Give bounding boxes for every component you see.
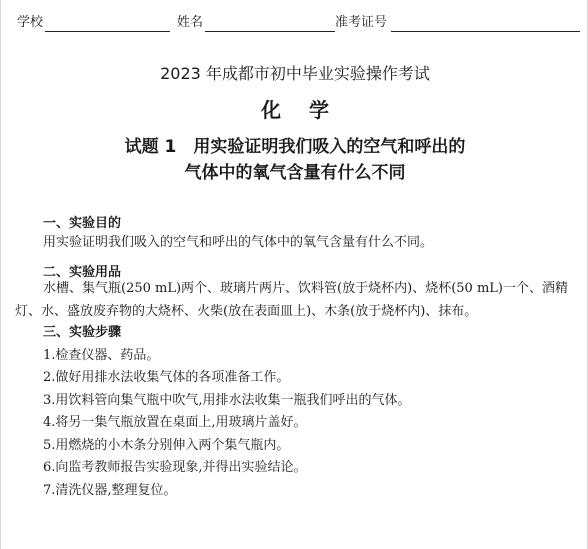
purpose-text: 用实验证明我们吸入的空气和呼出的气体中的氧气含量有什么不同。 [43,235,434,250]
name-blank-line [205,31,335,32]
step-item: 5.用燃烧的小木条分别伸入两个集气瓶内。 [43,438,290,453]
step-item: 2.做好用排水法收集气体的各项准备工作。 [43,370,290,385]
section-heading-steps: 三、实验步骤 [43,325,122,340]
subject-title: 化学 [261,98,357,122]
step-item: 4.将另一集气瓶放置在桌面上,用玻璃片盖好。 [43,415,307,430]
exam-id-blank-line [391,31,580,32]
section-heading-purpose: 一、实验目的 [43,216,122,231]
student-info-fields [17,14,579,34]
school-blank-line [45,31,170,32]
exam-id-label: 准考证号 [335,15,388,30]
question-title-line-1: 试题 1 用实验证明我们吸入的空气和呼出的 [124,137,466,157]
school-label: 学校 [17,15,44,30]
question-title-line-2: 气体中的氧气含量有什么不同 [184,163,406,183]
step-item: 7.清洗仪器,整理复位。 [43,483,177,498]
step-item: 3.用饮料管向集气瓶中吹气,用排水法收集一瓶我们呼出的气体。 [43,393,411,408]
name-label: 姓名 [177,15,204,30]
section-heading-materials: 二、实验用品 [43,265,122,280]
step-item: 1.检查仪器、药品。 [43,348,160,363]
school-field[interactable] [17,14,172,34]
exam-title: 2023 年成都市初中毕业实验操作考试 [160,64,430,83]
name-field[interactable] [177,14,332,34]
exam-id-field[interactable] [335,14,581,34]
materials-text: 水槽、集气瓶(250 mL)两个、玻璃片两片、饮料管(放于烧杯内)、烧杯(50 mL)一个、酒精灯、水、盛放废弃物的大烧杯、火柴(放在表面皿上)、木条(放于烧杯内)、抹布。 [15,281,568,319]
step-item: 6.向监考教师报告实验现象,并得出实验结论。 [43,460,307,475]
